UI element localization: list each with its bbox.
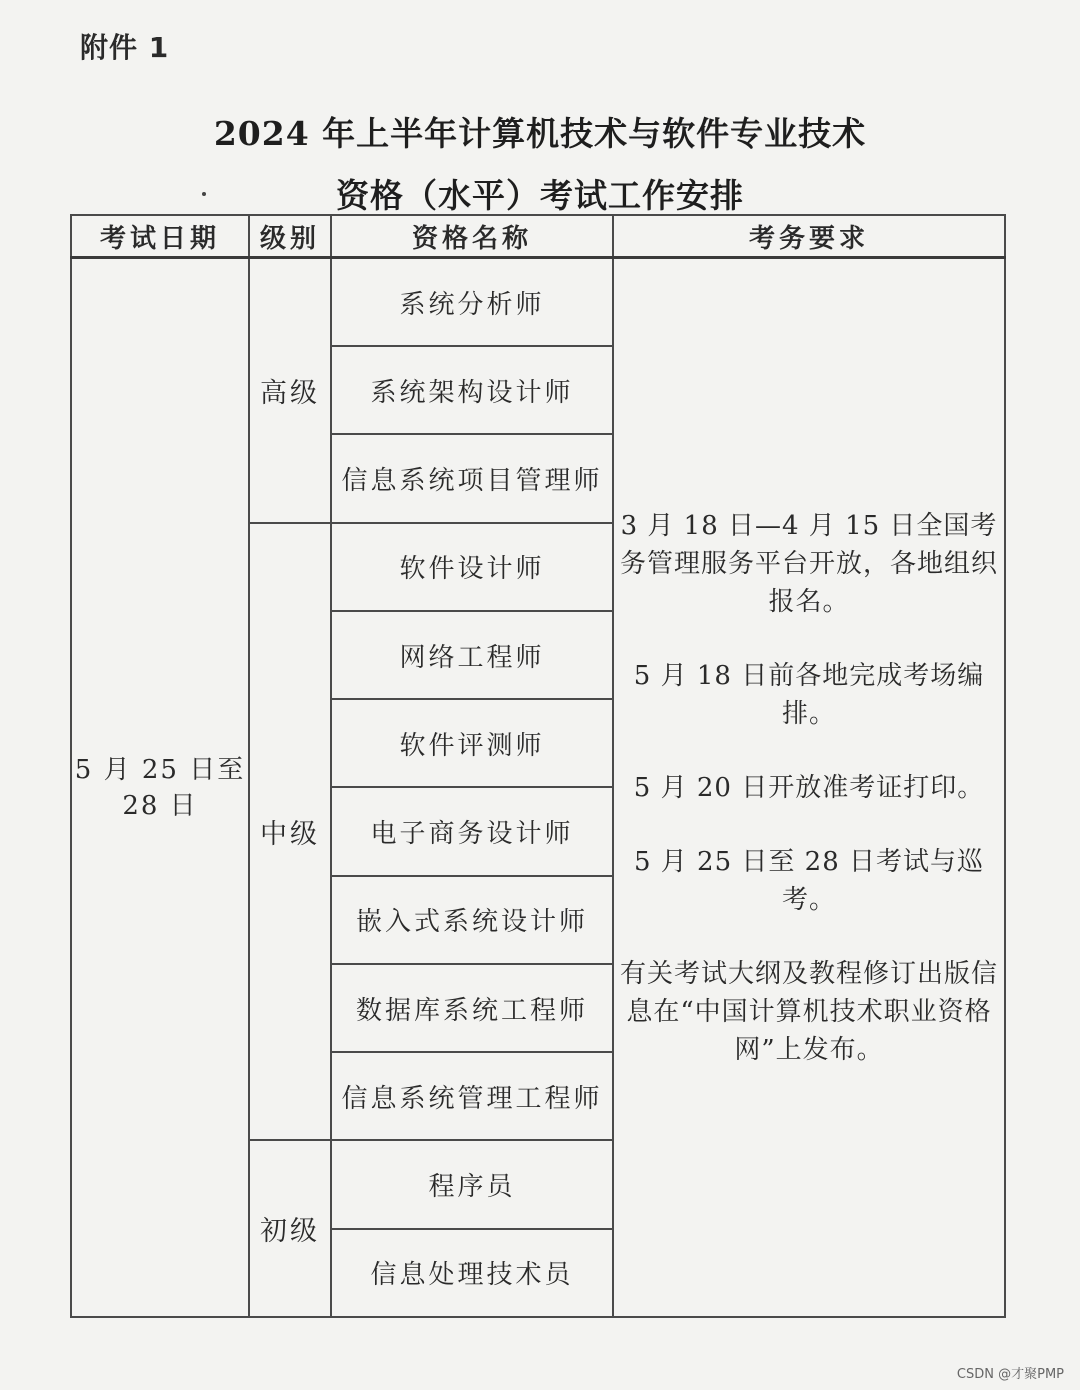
exam-date-line1: 5 月 25 日至 xyxy=(74,754,246,785)
qualification-cell: 信息系统管理工程师 xyxy=(331,1052,613,1140)
requirement-item: 5 月 20 日开放准考证打印。 xyxy=(633,772,985,803)
attachment-label: 附件 1 xyxy=(80,31,170,64)
qualification-cell: 信息处理技术员 xyxy=(331,1229,613,1317)
requirement-item: 5 月 25 日至 28 日考试与巡考。 xyxy=(633,846,985,915)
table-row xyxy=(71,258,1005,347)
level-junior: 初级 xyxy=(249,1140,331,1317)
qualification-cell: 电子商务设计师 xyxy=(331,787,613,875)
qualification-cell: 网络工程师 xyxy=(331,611,613,699)
qualification-cell: 数据库系统工程师 xyxy=(331,964,613,1052)
watermark: CSDN @才聚PMP xyxy=(956,1367,1064,1382)
exam-date-cell xyxy=(71,258,249,1318)
header-requirements: 考务要求 xyxy=(613,215,1005,258)
document-title-line2: 资格（水平）考试工作安排 xyxy=(336,176,744,215)
qualification-cell: 系统分析师 xyxy=(331,258,613,347)
document-title-line1: 2024 年上半年计算机技术与软件专业技术 xyxy=(213,114,867,153)
requirement-item: 5 月 18 日前各地完成考场编排。 xyxy=(633,660,985,729)
header-qualification: 资格名称 xyxy=(331,215,613,258)
level-intermediate: 中级 xyxy=(249,523,331,1141)
requirements-cell xyxy=(613,258,1005,1318)
qualification-cell: 程序员 xyxy=(331,1140,613,1228)
qualification-cell: 嵌入式系统设计师 xyxy=(331,876,613,964)
table-header-row xyxy=(71,215,1005,258)
header-level: 级别 xyxy=(249,215,331,258)
schedule-table xyxy=(70,214,1006,1318)
header-exam-date: 考试日期 xyxy=(71,215,249,258)
requirement-item: 3 月 18 日—4 月 15 日全国考务管理服务平台开放，各地组织报名。 xyxy=(619,510,998,617)
qualification-cell: 系统架构设计师 xyxy=(331,346,613,434)
level-senior: 高级 xyxy=(249,258,331,523)
qualification-cell: 信息系统项目管理师 xyxy=(331,434,613,522)
qualification-cell: 软件设计师 xyxy=(331,523,613,611)
exam-date-line2: 28 日 xyxy=(122,790,198,821)
qualification-cell: 软件评测师 xyxy=(331,699,613,787)
requirement-item: 有关考试大纲及教程修订出版信息在“中国计算机技术职业资格网”上发布。 xyxy=(619,958,998,1065)
